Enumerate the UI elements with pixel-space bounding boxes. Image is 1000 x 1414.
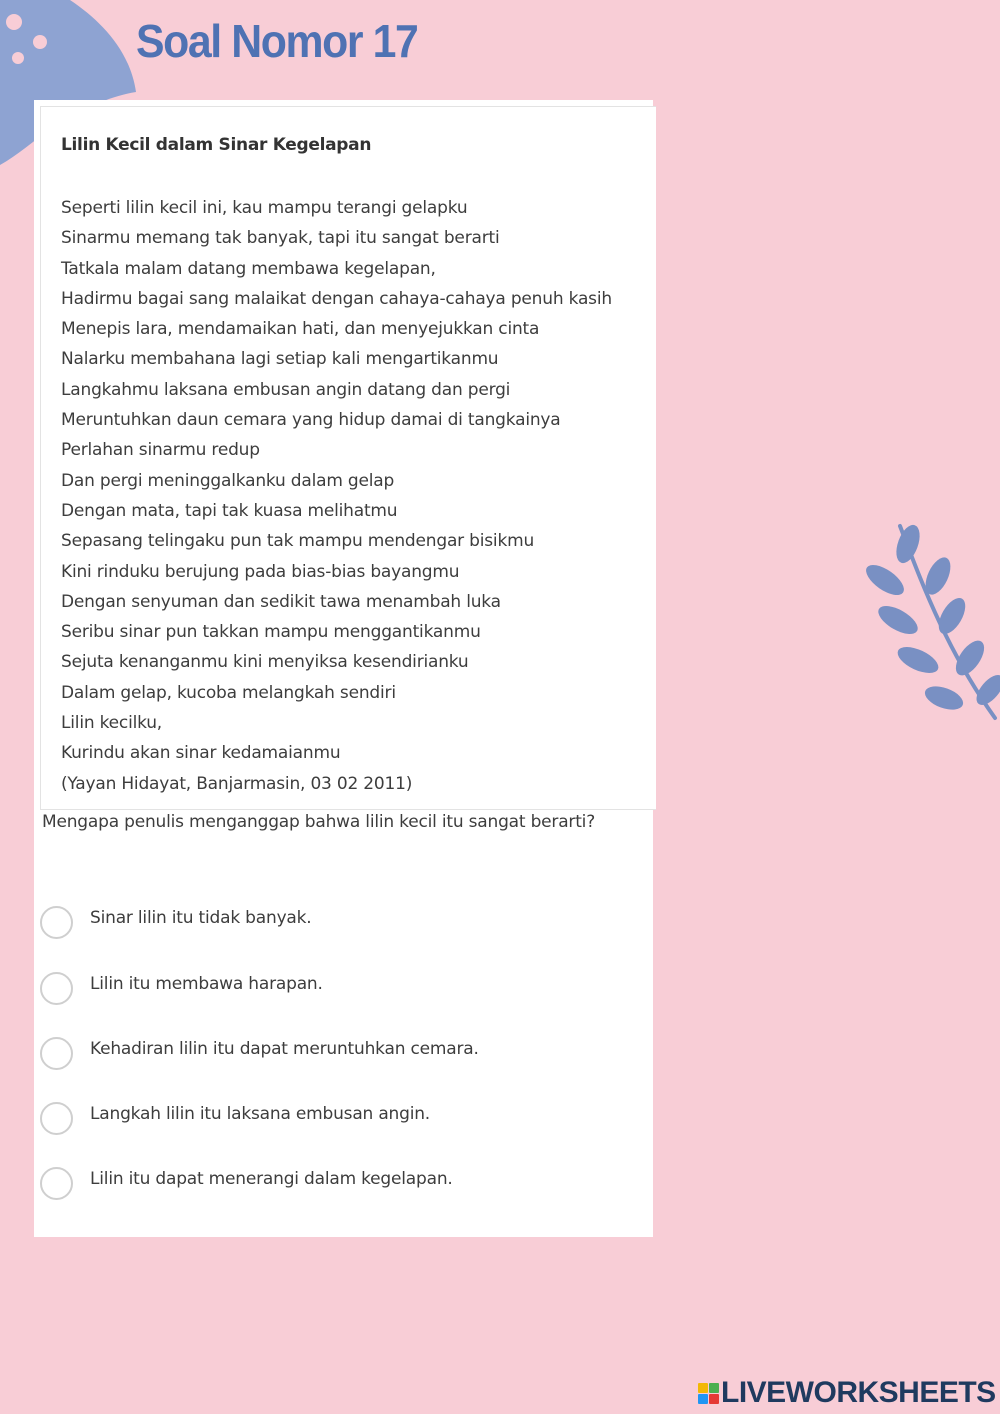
- poem-line: Kini rinduku berujung pada bias-bias bayangmu: [61, 561, 460, 582]
- poem-line: Kurindu akan sinar kedamaianmu: [61, 743, 341, 764]
- answer-option-3[interactable]: [40, 1037, 640, 1077]
- answer-option-label[interactable]: Lilin itu membawa harapan.: [90, 974, 323, 994]
- answer-option-4[interactable]: [40, 1102, 640, 1142]
- poem-line: Dalam gelap, kucoba melangkah sendiri: [61, 682, 396, 703]
- answer-option-label[interactable]: Lilin itu dapat menerangi dalam kegelapan.: [90, 1169, 453, 1189]
- poem-line: Seperti lilin kecil ini, kau mampu terangi gelapku: [61, 198, 468, 218]
- poem-line: Dan pergi meninggalkanku dalam gelap: [61, 470, 395, 491]
- leaf-decoration-right-icon: [860, 518, 1000, 723]
- poem-author: (Yayan Hidayat, Banjarmasin, 03 02 2011): [61, 773, 413, 794]
- question-card: [34, 100, 653, 1237]
- radio-button-icon[interactable]: [40, 906, 73, 939]
- liveworksheets-logo-icon: [698, 1383, 719, 1404]
- radio-button-icon[interactable]: [40, 1102, 73, 1135]
- answer-option-1[interactable]: [40, 906, 640, 946]
- question-text: Mengapa penulis menganggap bahwa lilin kecil itu sangat berarti?: [42, 812, 596, 832]
- answer-option-label[interactable]: Langkah lilin itu laksana embusan angin.: [90, 1104, 431, 1124]
- answer-option-5[interactable]: [40, 1167, 640, 1207]
- poem-line: Sinarmu memang tak banyak, tapi itu sangat berarti: [61, 228, 500, 249]
- poem-line: Meruntuhkan daun cemara yang hidup damai di tangkainya: [61, 410, 561, 431]
- poem-line: Sepasang telingaku pun tak mampu mendengar bisikmu: [61, 531, 535, 552]
- poem-line: Lilin kecilku,: [61, 713, 163, 734]
- answer-option-label[interactable]: Kehadiran lilin itu dapat meruntuhkan cemara.: [90, 1039, 479, 1059]
- poem-line: Nalarku membahana lagi setiap kali mengartikanmu: [61, 349, 499, 370]
- poem-line: Sejuta kenanganmu kini menyiksa kesendirianku: [61, 652, 469, 673]
- poem-title: Lilin Kecil dalam Sinar Kegelapan: [61, 135, 372, 155]
- poem-line: Menepis lara, mendamaikan hati, dan menyejukkan cinta: [61, 319, 540, 340]
- poem-line: Seribu sinar pun takkan mampu menggantikanmu: [61, 622, 481, 643]
- radio-button-icon[interactable]: [40, 1167, 73, 1200]
- poem-line: Tatkala malam datang membawa kegelapan,: [61, 258, 436, 279]
- radio-button-icon[interactable]: [40, 972, 73, 1005]
- logo-text: LIVEWORKSHEETS: [721, 1376, 996, 1409]
- radio-button-icon[interactable]: [40, 1037, 73, 1070]
- liveworksheets-logo: [698, 1376, 996, 1410]
- answer-option-2[interactable]: [40, 972, 640, 1012]
- poem-line: Langkahmu laksana embusan angin datang dan pergi: [61, 379, 511, 400]
- poem-line: Dengan mata, tapi tak kuasa melihatmu: [61, 500, 398, 521]
- poem-lines: [61, 193, 612, 799]
- poem-box: [40, 106, 656, 810]
- poem-line: Hadirmu bagai sang malaikat dengan cahaya-cahaya penuh kasih: [61, 288, 612, 309]
- page-title: Soal Nomor 17: [136, 15, 418, 67]
- poem-line: Perlahan sinarmu redup: [61, 440, 260, 461]
- answer-option-label[interactable]: Sinar lilin itu tidak banyak.: [90, 908, 312, 928]
- poem-line: Dengan senyuman dan sedikit tawa menambah luka: [61, 591, 501, 612]
